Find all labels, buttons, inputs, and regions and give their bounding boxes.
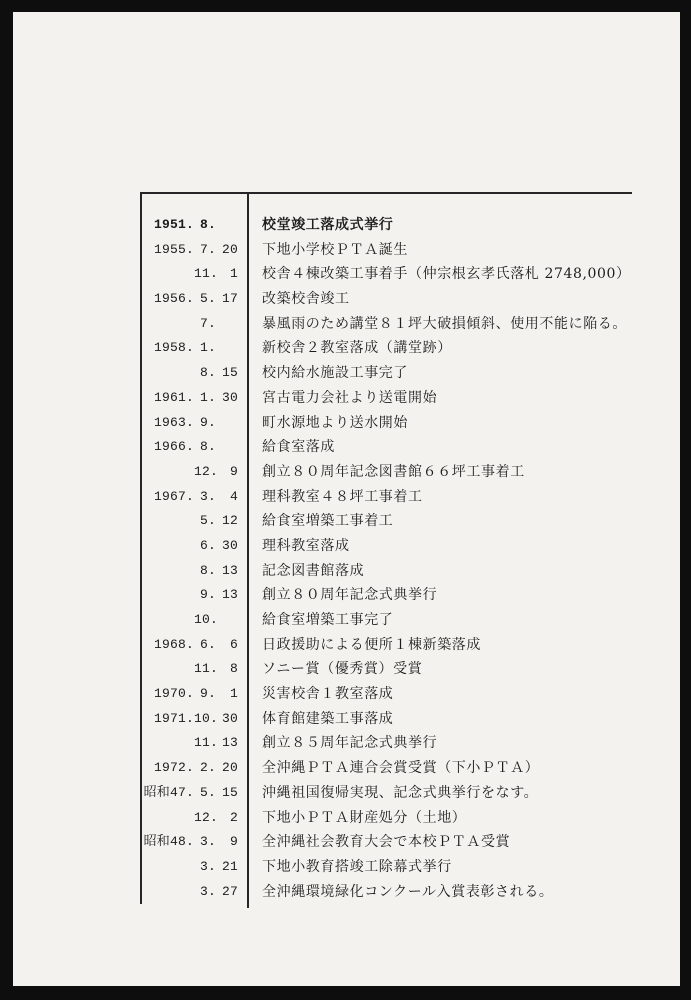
timeline-year: 1958. xyxy=(153,340,194,356)
timeline-row xyxy=(13,608,680,633)
timeline-row xyxy=(13,312,680,337)
timeline-month: 7. xyxy=(199,315,216,331)
timeline-day: 15 xyxy=(221,365,238,381)
timeline-month: 8. xyxy=(199,562,216,578)
timeline-month: 3. xyxy=(199,488,216,504)
timeline-event: 体育館建築工事落成 xyxy=(262,710,394,727)
paper-sheet xyxy=(13,12,680,986)
timeline-row xyxy=(13,657,680,682)
timeline-month: 6. xyxy=(199,636,216,652)
timeline-month: 3. xyxy=(199,858,216,874)
timeline-event: 給食室落成 xyxy=(262,439,335,456)
timeline-event: 校内給水施設工事完了 xyxy=(262,365,408,382)
timeline-month: 1. xyxy=(199,340,216,356)
timeline-day: 20 xyxy=(221,241,238,257)
timeline-event: 沖縄祖国復帰実現、記念式典挙行をなす。 xyxy=(262,784,539,801)
timeline-day: 17 xyxy=(221,291,238,307)
timeline-day: 30 xyxy=(221,389,238,405)
timeline-month: 2. xyxy=(199,760,216,776)
timeline-event: 下地小学校ＰＴＡ誕生 xyxy=(262,241,408,258)
timeline-day: 4 xyxy=(229,488,238,504)
timeline-year: 1972. xyxy=(153,760,194,776)
timeline-year: 1956. xyxy=(153,291,194,307)
timeline-year: 1971. xyxy=(153,710,194,726)
timeline-row xyxy=(13,830,680,855)
timeline-row xyxy=(13,411,680,436)
timeline-row xyxy=(13,559,680,584)
timeline-row xyxy=(13,238,680,263)
timeline-row xyxy=(13,707,680,732)
timeline-row xyxy=(13,435,680,460)
timeline-year: 1961. xyxy=(153,389,194,405)
timeline-row xyxy=(13,855,680,880)
timeline-event: 改築校舎竣工 xyxy=(262,291,350,308)
timeline-day: 21 xyxy=(221,858,238,874)
timeline-day: 13 xyxy=(221,587,238,603)
timeline-event: 下地小ＰＴＡ財産処分（土地） xyxy=(262,809,467,826)
timeline-day: 13 xyxy=(221,735,238,751)
timeline-year: 1951. xyxy=(153,217,194,232)
timeline-row xyxy=(13,460,680,485)
timeline-month: 6. xyxy=(199,537,216,553)
timeline-month: 8. xyxy=(199,365,216,381)
timeline-event: 全沖縄ＰＴＡ連合会賞受賞（下小ＰＴＡ） xyxy=(262,760,540,777)
timeline-event: 給食室増築工事完了 xyxy=(262,612,394,628)
timeline-row xyxy=(13,633,680,658)
timeline-row xyxy=(13,336,680,361)
timeline-day: 13 xyxy=(221,562,238,578)
timeline-year: 昭和47. xyxy=(143,784,194,800)
timeline-event: 校堂竣工落成式挙行 xyxy=(262,217,394,233)
timeline-day: 30 xyxy=(221,537,238,553)
timeline-month: 12. xyxy=(194,809,219,825)
timeline-row xyxy=(13,361,680,386)
timeline-day: 15 xyxy=(221,784,238,800)
timeline-day: 2 xyxy=(229,809,238,825)
timeline-day: 12 xyxy=(221,513,238,529)
timeline-row xyxy=(13,731,680,756)
timeline-row xyxy=(13,386,680,411)
timeline-row xyxy=(13,262,680,287)
timeline-row xyxy=(13,509,680,534)
timeline-event: 全沖縄環境緑化コンクール入賞表彰される。 xyxy=(262,883,554,900)
timeline-month: 10. xyxy=(194,612,219,627)
timeline-month: 3. xyxy=(199,834,216,850)
timeline-month: 3. xyxy=(199,883,216,899)
timeline-event: 給食室増築工事着工 xyxy=(262,513,394,530)
timeline-year: 1970. xyxy=(153,686,194,702)
timeline-day: 30 xyxy=(221,710,238,726)
timeline-event: 新校舎２教室落成（講堂跡） xyxy=(262,340,452,357)
timeline-year: 昭和48. xyxy=(143,834,194,850)
timeline-row xyxy=(13,756,680,781)
timeline-event: 理科教室４８坪工事着工 xyxy=(262,488,423,505)
timeline-month: 7. xyxy=(199,241,216,257)
timeline-row xyxy=(13,880,680,905)
timeline-month: 8. xyxy=(199,217,216,232)
timeline-month: 9. xyxy=(199,686,216,702)
timeline-day: 9 xyxy=(229,463,238,479)
timeline-month: 11. xyxy=(194,735,219,751)
timeline-month: 10. xyxy=(194,710,219,726)
table-top-rule xyxy=(140,192,632,194)
timeline-row xyxy=(13,485,680,510)
timeline-year: 1968. xyxy=(153,636,194,652)
timeline-row xyxy=(13,213,680,238)
timeline-day: 8 xyxy=(229,661,238,677)
timeline-month: 5. xyxy=(199,513,216,529)
timeline-month: 12. xyxy=(194,463,219,479)
timeline-month: 8. xyxy=(199,439,216,455)
timeline-event: 記念図書館落成 xyxy=(262,562,365,579)
timeline-event: 宮古電力会社より送電開始 xyxy=(262,389,438,406)
timeline-day: 27 xyxy=(221,883,238,899)
timeline-day: 20 xyxy=(221,760,238,776)
timeline-day: 1 xyxy=(229,686,238,702)
timeline-row xyxy=(13,682,680,707)
timeline-month: 11. xyxy=(194,661,219,677)
timeline-day: 6 xyxy=(229,636,238,652)
timeline-event: 日政援助による便所１棟新築落成 xyxy=(262,636,481,653)
timeline-year: 1963. xyxy=(153,414,194,430)
timeline-row xyxy=(13,287,680,312)
timeline-year: 1955. xyxy=(153,241,194,257)
timeline-event: 町水源地より送水開始 xyxy=(262,414,408,431)
timeline-row xyxy=(13,534,680,559)
timeline-event: 理科教室落成 xyxy=(262,537,350,554)
timeline-month: 9. xyxy=(199,587,216,603)
timeline-month: 5. xyxy=(199,784,216,800)
timeline-event: 創立８５周年記念式典挙行 xyxy=(262,735,438,752)
timeline-day: 9 xyxy=(229,834,238,850)
timeline-month: 1. xyxy=(199,389,216,405)
timeline-event: 創立８０周年記念図書館６６坪工事着工 xyxy=(262,463,525,480)
timeline-table xyxy=(13,213,680,904)
timeline-event: 全沖縄社会教育大会で本校ＰＴＡ受賞 xyxy=(262,834,511,851)
timeline-event: 災害校舎１教室落成 xyxy=(262,686,394,703)
timeline-year: 1966. xyxy=(153,439,194,455)
timeline-year: 1967. xyxy=(153,488,194,504)
timeline-event: 下地小教育搭竣工除幕式挙行 xyxy=(262,858,452,875)
timeline-month: 9. xyxy=(199,414,216,430)
timeline-row xyxy=(13,781,680,806)
timeline-month: 5. xyxy=(199,291,216,307)
timeline-row xyxy=(13,806,680,831)
timeline-month: 11. xyxy=(194,266,219,282)
timeline-event: ソニー賞（優秀賞）受賞 xyxy=(262,661,423,678)
timeline-event: 校舎４棟改築工事着手（仲宗根玄孝氏落札 2748,000） xyxy=(262,266,631,283)
timeline-day: 1 xyxy=(229,266,238,282)
timeline-event: 創立８０周年記念式典挙行 xyxy=(262,587,438,604)
timeline-row xyxy=(13,583,680,608)
timeline-event: 暴風雨のため講堂８１坪大破損傾斜、使用不能に陥る。 xyxy=(262,315,627,332)
